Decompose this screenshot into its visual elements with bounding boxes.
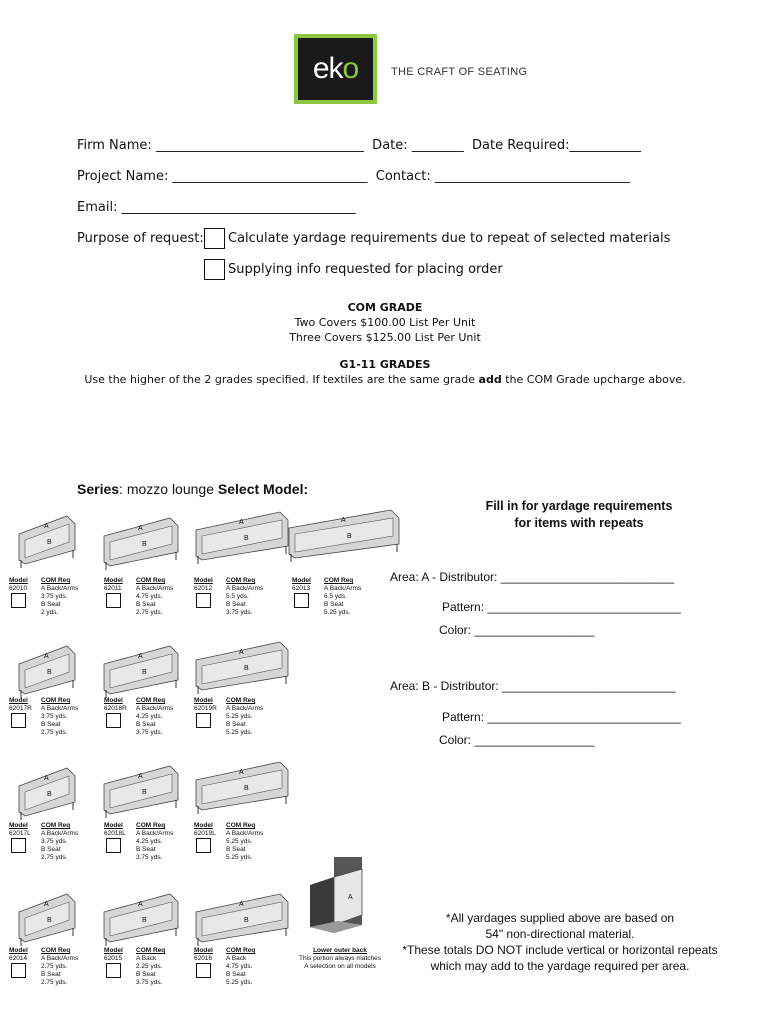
area-b-color[interactable]: Color: __________________ [439,733,595,747]
model-label: Model [9,577,28,584]
seat-label-b: B [347,533,352,540]
model-number: 62014 [9,955,28,962]
eko-logo [294,34,377,104]
purpose-label: Purpose of request: [77,231,204,246]
com-grade-title: COM GRADE [347,301,423,314]
seat-label-b: B [142,917,147,924]
sofa-illustration-6 [100,640,184,700]
seat-label-a: A [44,523,49,530]
model-checkbox[interactable] [196,593,211,608]
model-label: Model [104,697,123,704]
note-line-2: 54" non-directional material. [485,927,635,941]
sofa-illustration-9 [100,760,184,820]
model-label: Model [104,947,123,954]
sofa-illustration-7 [192,636,294,696]
seat-label-b: B [142,789,147,796]
model-checkbox[interactable] [11,593,26,608]
model-number: 62015 [104,955,123,962]
option2-checkbox[interactable] [204,259,225,280]
lower-back-caption [290,947,390,971]
com-req-label: COM Req [41,577,71,584]
model-checkbox[interactable] [106,713,121,728]
seat-label-a: A [44,653,49,660]
model-number: 62019R [194,705,217,712]
com-req-text: A Back/Arms 4.25 yds. B Seat 3.75 yds. [136,705,174,736]
com-req-text: A Back/Arms 5.25 yds. B Seat 5.25 yds. [226,705,264,736]
model-number: 62019L [194,830,216,837]
seat-label-a: A [341,517,346,524]
note-line-4: which may add to the yardage required per area. [430,959,690,973]
sofa-illustration-4 [285,504,405,564]
model-label: Model [194,577,213,584]
option1-label: Calculate yardage requirements due to repeat of selected materials [228,231,671,246]
com-req-label: COM Req [136,822,166,829]
model-checkbox[interactable] [106,838,121,853]
model-checkbox[interactable] [11,838,26,853]
area-a-color[interactable]: Color: __________________ [439,623,595,637]
seat-label-a: A [138,901,143,908]
com-req-label: COM Req [41,697,71,704]
sofa-illustration-3 [192,506,294,566]
seat-label-a: A [239,769,244,776]
option2-label: Supplying info requested for placing order [228,262,503,277]
seat-label-a: A [239,649,244,656]
com-req-label: COM Req [136,697,166,704]
model-checkbox[interactable] [196,838,211,853]
com-req-text: A Back 2.25 yds. B Seat 3.75 yds. [136,955,163,986]
sofa-illustration-12 [100,888,184,948]
area-b-pattern[interactable]: Pattern: _____________________________ [442,710,681,724]
seat-label-b: B [244,917,249,924]
model-checkbox[interactable] [11,963,26,978]
model-checkbox[interactable] [196,963,211,978]
model-number: 62010 [9,585,28,592]
com-req-text: A Back 4.75 yds. B Seat 5.25 yds. [226,955,253,986]
seat-label-b: B [47,917,52,924]
model-checkbox[interactable] [196,713,211,728]
com-req-label: COM Req [136,947,166,954]
seat-label-b: B [47,539,52,546]
seat-label-a: A [138,653,143,660]
sofa-illustration-2 [100,512,184,572]
com-req-label: COM Req [324,577,354,584]
sofa-illustration-10 [192,756,294,816]
com-req-label: COM Req [226,697,256,704]
note-line-3: *These totals DO NOT include vertical or horizontal repeats [402,943,718,957]
fill-title-1: Fill in for yardage requirements [485,499,673,513]
model-label: Model [9,697,28,704]
com-req-label: COM Req [41,947,71,954]
com-req-text: A Back/Arms 5.5 yds. B Seat 3.75 yds. [226,585,264,616]
model-number: 62018L [104,830,126,837]
area-b-distributor[interactable]: Area: B - Distributor: __________________________ [390,679,676,693]
model-number: 62018R [104,705,127,712]
model-number: 62016 [194,955,213,962]
lower-outer-back-chair [306,855,366,940]
model-label: Model [9,947,28,954]
com-req-label: COM Req [136,577,166,584]
model-label: Model [194,947,213,954]
model-number: 62017R [9,705,32,712]
model-label: Model [104,822,123,829]
lower-back-seat-label: A [348,894,353,901]
seat-label-b: B [244,785,249,792]
com-req-text: A Back/Arms 3.75 yds. B Seat 2 yds. [41,585,79,616]
seat-label-a: A [239,901,244,908]
model-checkbox[interactable] [294,593,309,608]
com-line-1: Two Covers $100.00 List Per Unit [294,316,476,329]
model-checkbox[interactable] [106,963,121,978]
com-req-label: COM Req [226,822,256,829]
grades-title: G1-11 GRADES [339,358,431,371]
sofa-illustration-8 [15,762,81,822]
lower-back-title: Lower outer back [313,947,367,954]
model-label: Model [9,822,28,829]
com-req-label: COM Req [41,822,71,829]
lower-back-text: This portion always matches A selection on all models [298,955,381,970]
com-req-label: COM Req [226,947,256,954]
seat-label-a: A [44,901,49,908]
area-a-distributor[interactable]: Area: A - Distributor: __________________________ [390,570,675,584]
com-line-2: Three Covers $125.00 List Per Unit [289,331,481,344]
sofa-illustration-5 [15,640,81,700]
project-name-line[interactable]: Project Name: ______________________________ Contact: ______________________________ [77,169,630,184]
seat-label-b: B [142,669,147,676]
email-line[interactable]: Email: ____________________________________ [77,200,356,215]
com-req-text: A Back/Arms 3.75 yds. B Seat 2.75 yds. [41,705,79,736]
model-checkbox[interactable] [11,713,26,728]
logo-text: eko [312,52,359,85]
firm-name-line[interactable]: Firm Name: ________________________________ Date: ________ Date Required:___________ [77,138,641,153]
series-line: Series: mozzo lounge Select Model: [77,481,309,497]
area-a-pattern[interactable]: Pattern: _____________________________ [442,600,681,614]
seat-label-a: A [138,773,143,780]
seat-label-a: A [138,525,143,532]
com-req-text: A Back/Arms 2.75 yds. B Seat 2.75 yds. [41,955,79,986]
com-req-text: A Back/Arms 4.75 yds. B Seat 2.75 yds. [136,585,174,616]
option1-checkbox[interactable] [204,228,225,249]
note-line-1: *All yardages supplied above are based on [445,911,675,925]
fill-title-2: for items with repeats [514,516,644,530]
model-label: Model [194,822,213,829]
seat-label-b: B [244,665,249,672]
seat-label-b: B [142,541,147,548]
seat-label-b: B [47,791,52,798]
com-req-text: A Back/Arms 6.5 yds. B Seat 5.25 yds. [324,585,362,616]
model-number: 62013 [292,585,311,592]
model-label: Model [194,697,213,704]
tagline: THE CRAFT OF SEATING [391,66,528,78]
model-number: 62012 [194,585,213,592]
sofa-illustration-1 [15,510,81,570]
model-checkbox[interactable] [106,593,121,608]
model-number: 62017L [9,830,31,837]
seat-label-a: A [239,519,244,526]
grades-text: Use the higher of the 2 grades specified. If textiles are the same grade add the COM Grade upcharge above. [84,373,686,386]
seat-label-a: A [44,775,49,782]
seat-label-b: B [244,535,249,542]
com-req-text: A Back/Arms 4.25 yds. B Seat 3.75 yds. [136,830,174,861]
model-label: Model [104,577,123,584]
com-req-label: COM Req [226,577,256,584]
sofa-illustration-13 [192,888,294,948]
model-label: Model [292,577,311,584]
com-req-text: A Back/Arms 5.25 yds. B Seat 5.25 yds. [226,830,264,861]
sofa-illustration-11 [15,888,81,948]
model-number: 62011 [104,585,122,592]
seat-label-b: B [47,669,52,676]
com-req-text: A Back/Arms 3.75 yds. B Seat 2.75 yds. [41,830,79,861]
